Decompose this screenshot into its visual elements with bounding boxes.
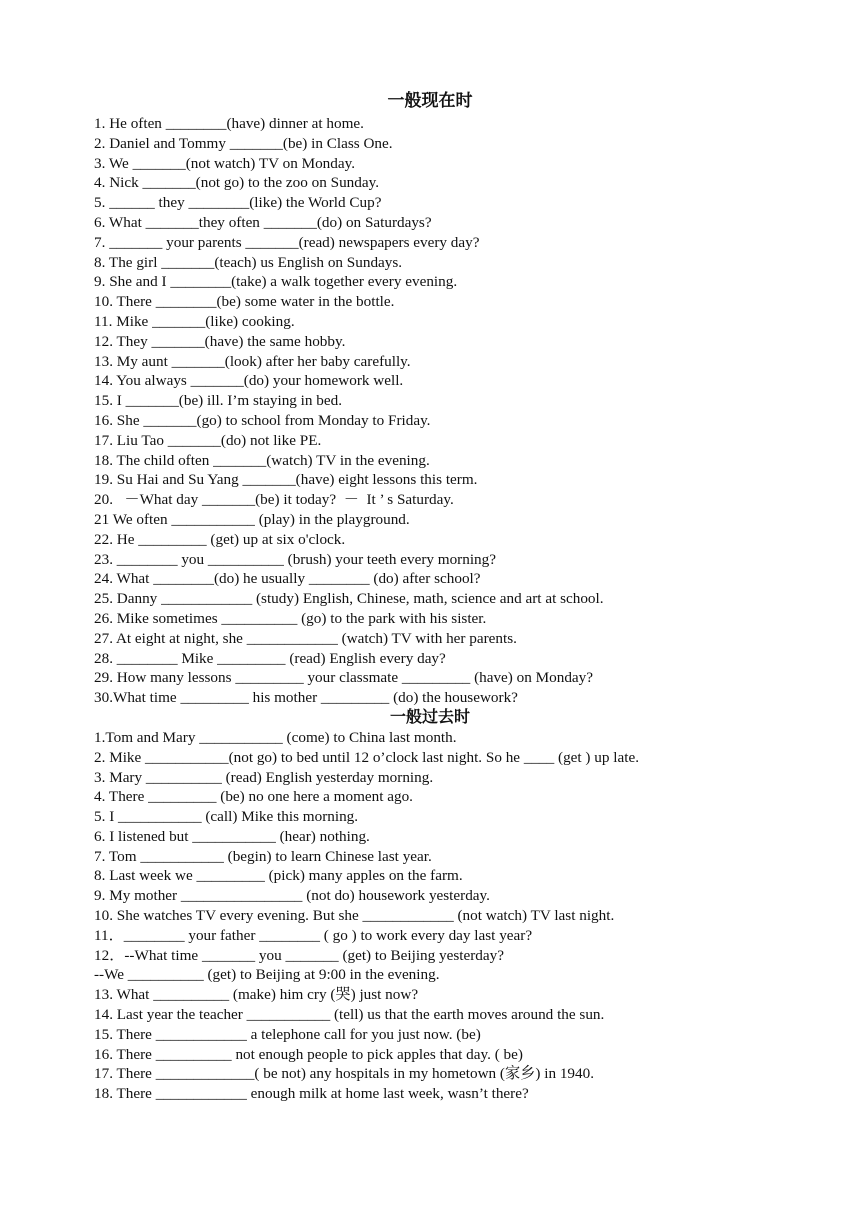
exercise-line: 28. ________ Mike _________ (read) English every day? [94,649,446,667]
present-simple-exercises [94,114,834,708]
exercise-line: 6. What _______they often _______(do) on Saturdays? [94,213,432,231]
exercise-line: 6. I listened but ___________ (hear) nothing. [94,827,370,845]
exercise-line: 13. My aunt _______(look) after her baby carefully. [94,352,411,370]
exercise-line: 2. Daniel and Tommy _______(be) in Class One. [94,134,393,152]
exercise-line: 7. Tom ___________ (begin) to learn Chinese last year. [94,847,432,865]
exercise-line: 4. Nick _______(not go) to the zoo on Sunday. [94,174,380,192]
exercise-line: 8. Last week we _________ (pick) many apples on the farm. [94,867,463,885]
exercise-line: 24. What ________(do) he usually ________ (do) after school? [94,570,481,588]
exercise-line: 20. －What day _______(be) it today? － It ’ s Saturday. [94,491,454,509]
exercise-line: 18. The child often _______(watch) TV in the evening. [94,451,430,469]
past-simple-exercises [94,728,834,1104]
worksheet-page [94,88,834,1104]
exercise-line: 25. Danny ____________ (study) English, Chinese, math, science and art at school. [94,590,604,608]
exercise-line: 16. There __________ not enough people to pick apples that day. ( be) [94,1045,523,1063]
exercise-line: 23. ________ you __________ (brush) your teeth every morning? [94,550,496,568]
exercise-line: 12. They _______(have) the same hobby. [94,332,346,350]
exercise-line: 15. There ____________ a telephone call for you just now. (be) [94,1025,481,1043]
exercise-line: 13. What __________ (make) him cry (哭) just now? [94,986,419,1004]
exercise-line: 8. The girl _______(teach) us English on Sundays. [94,253,403,271]
exercise-line: 9. My mother ________________ (not do) housework yesterday. [94,887,490,905]
exercise-line: 5. ______ they ________(like) the World Cup? [94,194,382,212]
exercise-line: 22. He _________ (get) up at six o'clock. [94,530,346,548]
exercise-line: 17. There _____________( be not) any hospitals in my hometown (家乡) in 1940. [94,1065,595,1083]
section-title-present-simple: 一般现在时 [387,91,473,110]
exercise-line: 27. At eight at night, she ____________ (watch) TV with her parents. [94,629,517,647]
exercise-line: 4. There _________ (be) no one here a moment ago. [94,788,413,806]
exercise-line: 14. You always _______(do) your homework well. [94,372,404,390]
exercise-line: --We __________ (get) to Beijing at 9:00 in the evening. [94,966,440,984]
exercise-line: 21 We often ___________ (play) in the playground. [94,510,410,528]
exercise-line: 15. I _______(be) ill. I’m staying in bed. [94,392,343,410]
exercise-line: 9. She and I ________(take) a walk together every evening. [94,273,458,291]
exercise-line: 19. Su Hai and Su Yang _______(have) eight lessons this term. [94,471,478,489]
exercise-line: 10. There ________(be) some water in the bottle. [94,293,395,311]
exercise-line: 18. There ____________ enough milk at home last week, wasn’t there? [94,1085,529,1103]
exercise-line: 3. We _______(not watch) TV on Monday. [94,154,356,172]
exercise-line: 1. He often ________(have) dinner at home. [94,115,364,132]
section-title-past-simple: 一般过去时 [389,708,470,726]
exercise-line: 30.What time _________ his mother _________ (do) the housework? [94,689,518,707]
exercise-line: 17. Liu Tao _______(do) not like PE. [94,431,322,449]
exercise-line: 16. She _______(go) to school from Monday to Friday. [94,411,431,429]
exercise-line: 26. Mike sometimes __________ (go) to the park with his sister. [94,609,487,627]
exercise-line: 3. Mary __________ (read) English yesterday morning. [94,768,434,786]
exercise-line: 5. I ___________ (call) Mike this morning. [94,808,359,826]
exercise-line: 1.Tom and Mary ___________ (come) to China last month. [94,728,457,746]
exercise-line: 29. How many lessons _________ your classmate _________ (have) on Monday? [94,669,593,687]
exercise-line: 11. Mike _______(like) cooking. [94,312,295,330]
exercise-line: 11．________ your father ________ ( go ) to work every day last year? [94,926,533,944]
exercise-line: 10. She watches TV every evening. But she ____________ (not watch) TV last night. [94,907,615,925]
exercise-line: 2. Mike ___________(not go) to bed until 12 o’clock last night. So he ____ (get ) up late. [94,748,639,766]
exercise-line: 7. _______ your parents _______(read) newspapers every day? [94,233,480,251]
exercise-line: 14. Last year the teacher ___________ (tell) us that the earth moves around the sun. [94,1006,605,1024]
exercise-line: 12．--What time _______ you _______ (get) to Beijing yesterday? [94,946,504,964]
